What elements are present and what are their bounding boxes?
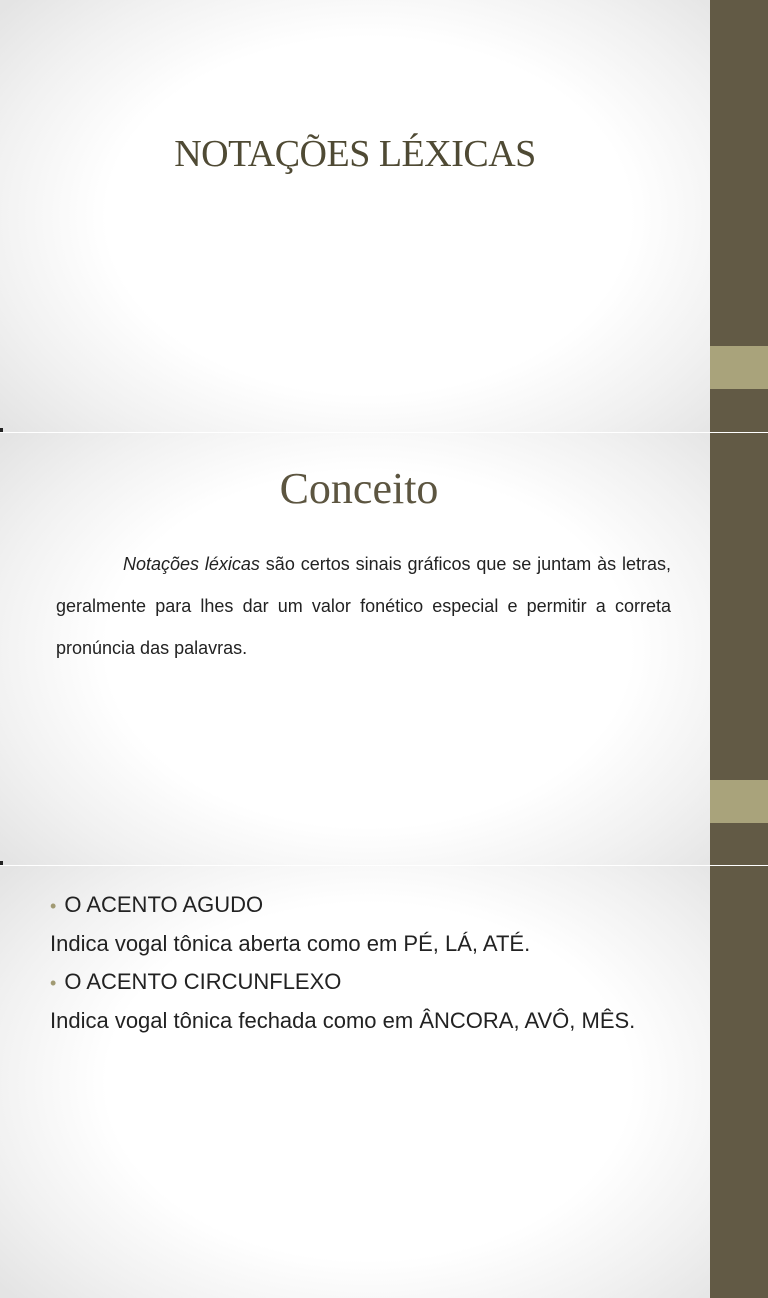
bullet-dot-icon: • — [50, 973, 57, 993]
slide-heading: Conceito — [279, 464, 439, 513]
bullet-dot-icon: • — [50, 896, 57, 916]
concept-slide — [0, 433, 768, 865]
list-item — [50, 963, 710, 1002]
italic-term: Notações léxicas — [123, 554, 260, 574]
concept-paragraph — [56, 543, 671, 669]
slide-sidebar — [710, 866, 768, 1298]
slide-sidebar — [710, 433, 768, 865]
list-item-description: Indica vogal tônica fechada como em ÂNCORA, AVÔ, MÊS. — [50, 1008, 636, 1033]
accents-slide — [0, 866, 768, 1298]
slide-corner-mark — [0, 861, 3, 865]
sidebar-accent-block — [710, 346, 768, 389]
title-slide — [0, 0, 768, 432]
list-item — [50, 886, 710, 925]
list-item-title: O ACENTO CIRCUNFLEXO — [64, 969, 342, 994]
slide-sidebar — [710, 0, 768, 432]
list-item-title: O ACENTO AGUDO — [64, 892, 264, 917]
list-item-description: Indica vogal tônica aberta como em PÉ, LÁ, ATÉ. — [50, 931, 531, 956]
slide-corner-mark — [0, 428, 3, 432]
paragraph-text: são certos sinais gráficos que se juntam às letras, geralmente para lhes dar um valor fonético especial e permitir a correta pronúncia das palavras. — [56, 554, 671, 658]
accent-list — [50, 886, 710, 1040]
sidebar-accent-block — [710, 780, 768, 823]
slide-title: NOTAÇÕES LÉXICAS — [174, 133, 536, 175]
